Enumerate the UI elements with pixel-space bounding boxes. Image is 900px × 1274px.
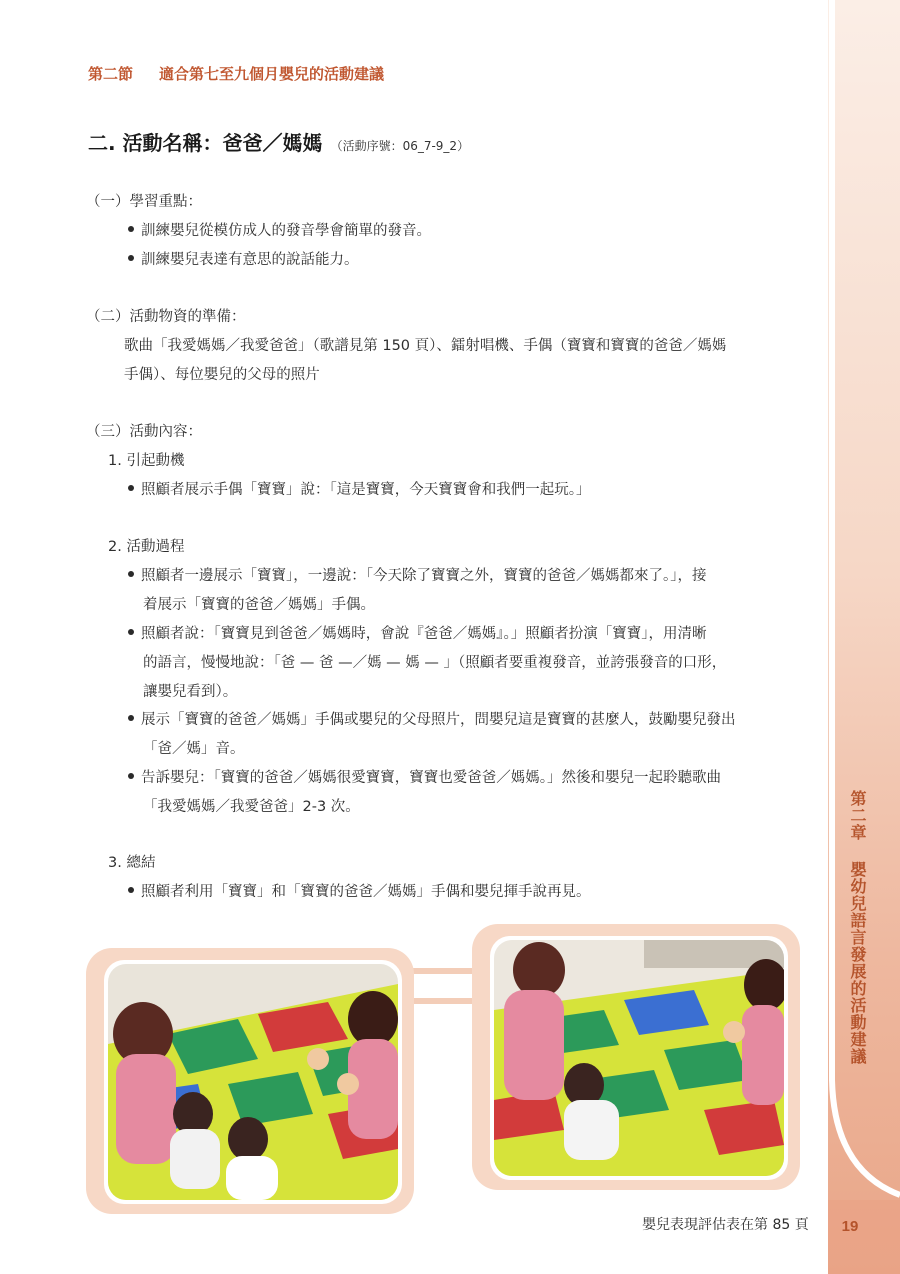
step-item: 照顧者利用「寶寶」和「寶寶的爸爸／媽媽」手偶和嬰兒揮手說再見。 [128, 880, 591, 901]
caregivers-with-babies-on-play-mat-photo-1 [108, 964, 398, 1200]
step-title: 1. 引起動機 [108, 453, 185, 469]
content-title: （三）活動內容： [86, 424, 202, 440]
section-label: 第二節 [88, 65, 134, 83]
materials-line: 手偶）、每位嬰兒的父母的照片 [124, 367, 320, 383]
activity-serial: （活動序號：06_7-9_2） [330, 139, 470, 153]
step-item: 照顧者說：「寶寶見到爸爸／媽媽時，會說『爸爸／媽媽』。」照顧者扮演「寶寶」，用清晰 [128, 622, 707, 643]
step-item-continued: 着展示「寶寶的爸爸／媽媽」手偶。 [143, 597, 375, 613]
step-title: 3. 總結 [108, 855, 156, 871]
materials-title: （二）活動物資的準備： [86, 309, 246, 325]
step-item-continued: 「我愛媽媽／我愛爸爸」2-3 次。 [143, 799, 360, 815]
section-title: 適合第七至九個月嬰兒的活動建議 [159, 65, 385, 83]
learning-focus-title: （一）學習重點： [86, 194, 202, 210]
page-number: 19 [841, 1218, 859, 1235]
photo-connector [412, 998, 474, 1004]
learning-focus-item: 訓練嬰兒從模仿成人的發音學會簡單的發音。 [128, 219, 431, 240]
chapter-title-vertical: 第二章 嬰幼兒語言發展的活動建議 [848, 790, 867, 1065]
step-item: 展示「寶寶的爸爸／媽媽」手偶或嬰兒的父母照片，問嬰兒這是寶寶的甚麼人，鼓勵嬰兒發出 [128, 708, 736, 729]
step-item: 照顧者一邊展示「寶寶」，一邊說：「今天除了寶寶之外，寶寶的爸爸／媽媽都來了。」，接 [128, 564, 707, 585]
step-item-continued: 讓嬰兒看到）。 [143, 684, 238, 700]
step-item-continued: 的語言，慢慢地說：「爸 — 爸 —／媽 — 媽 — 」（照顧者要重複發音，並誇張發音的口形， [143, 655, 727, 671]
activity-title: 二. 活動名稱：爸爸／媽媽 [88, 131, 323, 155]
caregivers-with-babies-on-play-mat-photo-2 [494, 940, 784, 1176]
step-item: 照顧者展示手偶「寶寶」說：「這是寶寶，今天寶寶會和我們一起玩。」 [128, 478, 591, 499]
assessment-reference-note: 嬰兒表現評估表在第 85 頁 [642, 1217, 809, 1233]
activity-heading [88, 127, 469, 156]
photo-connector [412, 968, 474, 974]
side-band-curve-decoration [828, 0, 900, 1274]
step-title: 2. 活動過程 [108, 539, 185, 555]
step-item-continued: 「爸／媽」音。 [143, 741, 245, 757]
section-header [88, 63, 384, 84]
step-item: 告訴嬰兒：「寶寶的爸爸／媽媽很愛寶寶，寶寶也愛爸爸／媽媽。」然後和嬰兒一起聆聽歌曲 [128, 766, 721, 787]
learning-focus-item: 訓練嬰兒表達有意思的說話能力。 [128, 248, 359, 269]
materials-line: 歌曲「我愛媽媽／我愛爸爸」（歌譜見第 150 頁）、鐳射唱機、手偶（寶寶和寶寶的爸爸／媽媽 [124, 338, 727, 354]
